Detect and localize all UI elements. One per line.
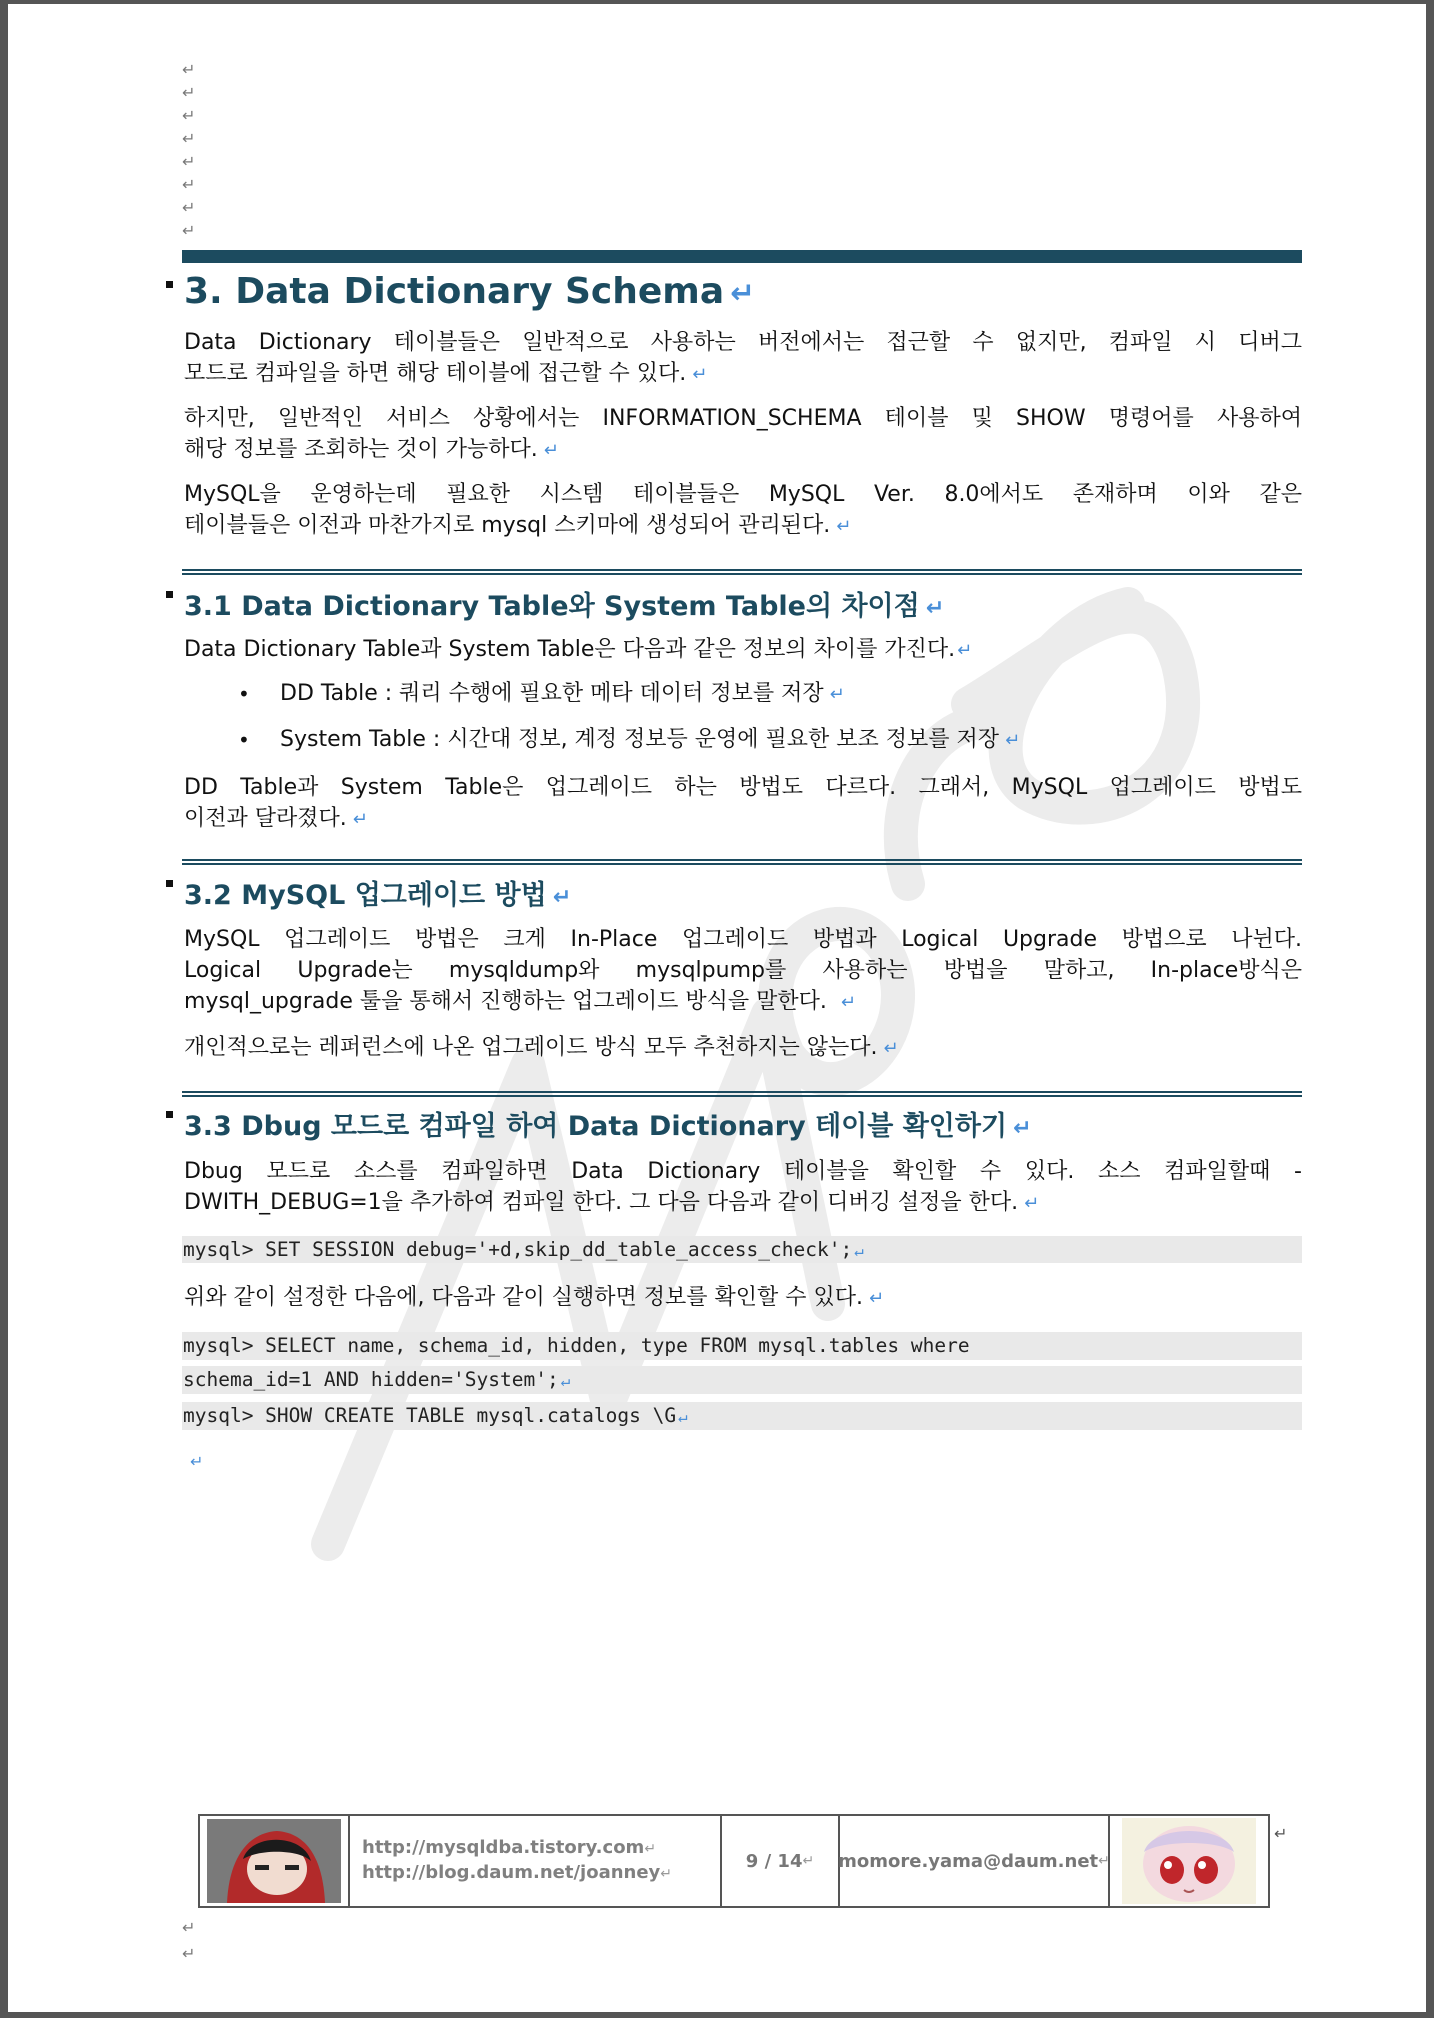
section-3-2-p1-line1: MySQL 업그레이드 방법은 크게 In-Place 업그레이드 방법과 Logical Upgrade 방법으로 나뉜다. xyxy=(184,927,1302,952)
paragraph-mark: ↵ xyxy=(182,1918,196,1937)
section-rule-double xyxy=(182,859,1302,865)
code-block: mysql> SET SESSION debug='+d,skip_dd_table_access_check'; ↵ xyxy=(182,1236,1302,1263)
list-bullet: • xyxy=(238,728,250,752)
section-3-3-p2: 위와 같이 설정한 다음에, 다음과 같이 실행하면 정보를 확인할 수 있다. ↵ xyxy=(184,1285,885,1310)
paragraph-mark: ↵ xyxy=(182,129,196,148)
paragraph-mark: ↵ xyxy=(182,175,196,194)
section-3-1-p-line2: 이전과 달라졌다. ↵ xyxy=(184,806,368,831)
section-3-2-title: 3.2 MySQL 업그레이드 방법 ↵ xyxy=(184,880,572,911)
document-page xyxy=(8,4,1426,2012)
paragraph-mark: ↵ xyxy=(182,83,196,102)
footer-email: momore.yama@daum.net ↵ xyxy=(840,1816,1110,1906)
section-3-3-title: 3.3 Dbug 모드로 컴파일 하여 Data Dictionary 테이블 확인하기 ↵ xyxy=(184,1111,1032,1142)
paragraph-mark: ↵ xyxy=(182,198,196,217)
section-3-p2-line1: 하지만, 일반적인 서비스 상황에서는 INFORMATION_SCHEMA 테이블 및 SHOW 명령어를 사용하여 xyxy=(184,406,1302,431)
section-3-p2-line2: 해당 정보를 조회하는 것이 가능하다. ↵ xyxy=(184,437,559,462)
section-3-title: 3. Data Dictionary Schema ↵ xyxy=(184,271,755,312)
heading-bullet xyxy=(166,880,173,887)
section-3-2-p1-line3: mysql_upgrade 툴을 통해서 진행하는 업그레이드 방식을 말한다. ↵ xyxy=(184,989,856,1014)
section-3-2-p2: 개인적으로는 레퍼런스에 나온 업그레이드 방식 모두 추천하지는 않는다. ↵ xyxy=(184,1035,899,1060)
page-footer xyxy=(198,1814,1270,1908)
paragraph-mark: ↵ xyxy=(182,1944,196,1963)
list-item: DD Table : 쿼리 수행에 필요한 메타 데이터 정보를 저장 ↵ xyxy=(280,681,845,706)
heading-bullet xyxy=(166,1111,173,1118)
paragraph-mark: ↵ xyxy=(182,106,196,125)
section-rule-double xyxy=(182,569,1302,575)
footer-page-number: 9 / 14 ↵ xyxy=(722,1816,840,1906)
section-rule-thick xyxy=(182,250,1302,263)
heading-bullet xyxy=(166,591,173,598)
section-3-3-p1-line2: DWITH_DEBUG=1을 추가하여 컴파일 한다. 그 다음 다음과 같이 디버깅 설정을 한다. ↵ xyxy=(184,1190,1040,1215)
character-portrait-image xyxy=(207,1819,341,1903)
list-item: System Table : 시간대 정보, 계정 정보등 운영에 필요한 보조 정보를 저장 ↵ xyxy=(280,727,1021,752)
paragraph-mark: ↵ xyxy=(182,152,196,171)
section-3-p3-line2: 테이블들은 이전과 마찬가지로 mysql 스키마에 생성되어 관리된다. ↵ xyxy=(184,513,852,538)
footer-links: http://mysqldba.tistory.com↵ http://blog.daum.net/joanney↵ xyxy=(350,1816,722,1906)
list-bullet: • xyxy=(238,682,250,706)
code-block: mysql> SELECT name, schema_id, hidden, type FROM mysql.tables where xyxy=(182,1332,1302,1360)
paragraph-mark: ↵ xyxy=(182,60,196,79)
footer-image-left xyxy=(200,1816,350,1906)
footer-link[interactable]: http://blog.daum.net/joanney xyxy=(362,1862,661,1883)
section-3-1-title: 3.1 Data Dictionary Table와 System Table의 차이점 ↵ xyxy=(184,591,945,622)
section-3-1-intro: Data Dictionary Table과 System Table은 다음과 같은 정보의 차이를 가진다. ↵ xyxy=(184,637,973,662)
section-3-3-p1-line1: Dbug 모드로 소스를 컴파일하면 Data Dictionary 테이블을 확인할 수 있다. 소스 컴파일할때 - xyxy=(184,1159,1302,1184)
code-block: schema_id=1 AND hidden='System'; ↵ xyxy=(182,1366,1302,1394)
code-block: mysql> SHOW CREATE TABLE mysql.catalogs \G ↵ xyxy=(182,1402,1302,1430)
paragraph-mark: ↵ xyxy=(190,1452,204,1471)
footer-link[interactable]: http://mysqldba.tistory.com xyxy=(362,1837,645,1858)
character-chibi-image xyxy=(1122,1818,1256,1904)
section-3-1-p-line1: DD Table과 System Table은 업그레이드 하는 방법도 다르다. 그래서, MySQL 업그레이드 방법도 xyxy=(184,775,1302,800)
section-3-p3-line1: MySQL을 운영하는데 필요한 시스템 테이블들은 MySQL Ver. 8.0에서도 존재하며 이와 같은 xyxy=(184,482,1302,507)
section-3-2-p1-line2: Logical Upgrade는 mysqldump와 mysqlpump를 사용하는 방법을 말하고, In-place방식은 xyxy=(184,958,1302,983)
paragraph-mark: ↵ xyxy=(1274,1824,1288,1843)
empty-paragraph-marks xyxy=(182,58,195,242)
paragraph-mark: ↵ xyxy=(182,221,196,240)
footer-image-right xyxy=(1110,1816,1268,1906)
section-3-p1-line2: 모드로 컴파일을 하면 해당 테이블에 접근할 수 있다. ↵ xyxy=(184,361,708,386)
heading-bullet xyxy=(166,281,173,288)
section-3-p1-line1: Data Dictionary 테이블들은 일반적으로 사용하는 버전에서는 접근할 수 없지만, 컴파일 시 디버그 xyxy=(184,330,1302,355)
section-rule-double xyxy=(182,1091,1302,1097)
